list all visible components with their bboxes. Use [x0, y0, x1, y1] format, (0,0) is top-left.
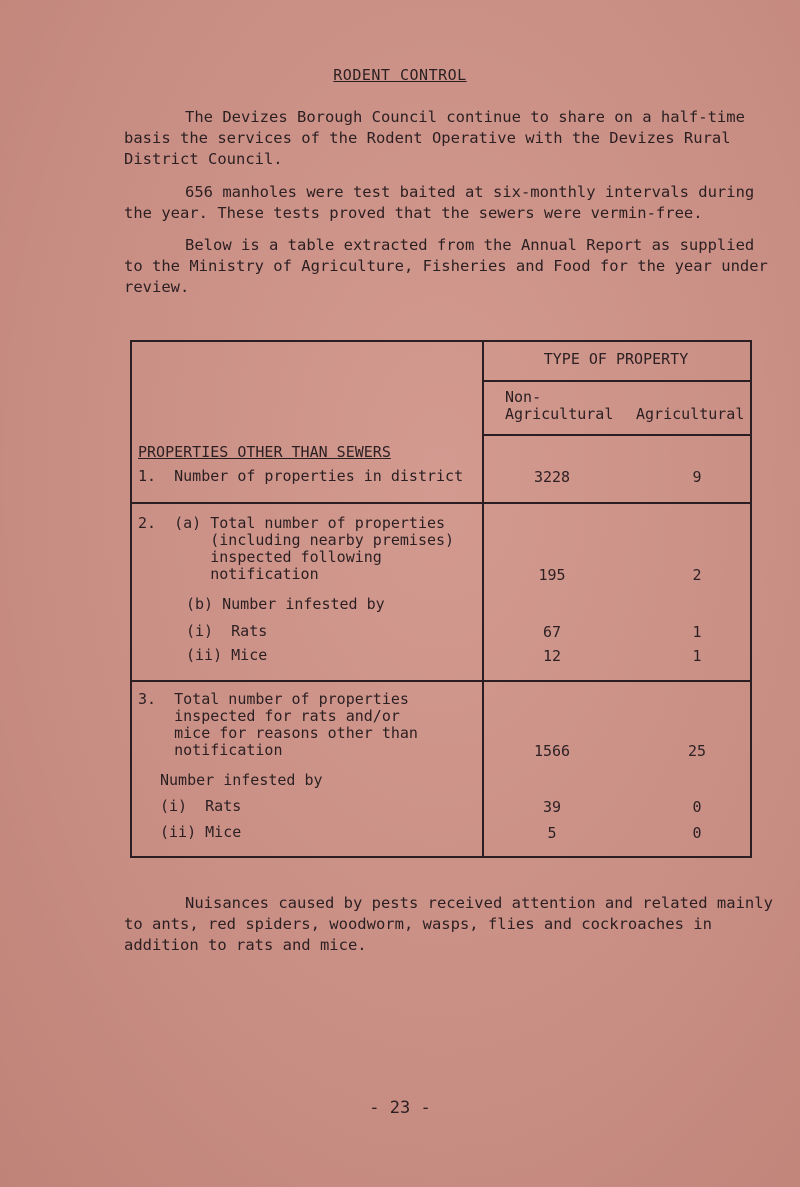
- row3-rats-ag: 0: [692, 798, 702, 816]
- row2-label-mice: (ii) Mice: [186, 646, 268, 664]
- header-type-of-property: TYPE OF PROPERTY: [543, 350, 689, 368]
- row2-label-b: (b) Number infested by: [186, 595, 385, 613]
- row1-non-ag: 3228: [533, 468, 571, 486]
- page-title: RODENT CONTROL: [333, 66, 467, 84]
- row3-rats-non-ag: 39: [542, 798, 562, 816]
- row3-mice-non-ag: 5: [547, 824, 557, 842]
- row2-mice-non-ag: 12: [542, 647, 562, 665]
- table-rule: [132, 502, 750, 504]
- page-number: - 23 -: [369, 1098, 431, 1118]
- row2-rats-non-ag: 67: [542, 623, 562, 641]
- table-rule: [482, 434, 752, 436]
- row2-a-non-ag: 195: [538, 566, 566, 584]
- col-non-agricultural: Non- Agricultural: [505, 388, 614, 423]
- paragraph-rodent-operative: The Devizes Borough Council continue to share on a half-time basis the services of the Rodent Operative with the Devizes Rural District Council.: [124, 108, 745, 168]
- row2-label-rats: (i) Rats: [186, 622, 268, 640]
- section-heading: PROPERTIES OTHER THAN SEWERS: [138, 443, 391, 461]
- paragraph-table-intro: Below is a table extracted from the Annual Report as supplied to the Ministry of Agriculture, Fisheries and Food for the year under review.: [124, 236, 768, 296]
- row2-label-a: 2. (a) Total number of properties (including nearby premises) inspected following notification: [138, 514, 455, 583]
- row3-mice-ag: 0: [692, 824, 702, 842]
- paragraph-nuisances: Nuisances caused by pests received attention and related mainly to ants, red spiders, woodworm, wasps, flies and cockroaches in addition to rats and mice.: [124, 894, 773, 954]
- row3-non-ag: 1566: [533, 742, 571, 760]
- table-rule: [132, 680, 750, 682]
- row3-label-rats: (i) Rats: [160, 797, 242, 815]
- row3-label-mice: (ii) Mice: [160, 823, 242, 841]
- paragraph-manholes: 656 manholes were test baited at six-monthly intervals during the year. These tests proved that the sewers were vermin-free.: [124, 183, 755, 222]
- row1-label: 1. Number of properties in district: [138, 467, 464, 485]
- table-divider: [482, 342, 484, 856]
- row2-a-ag: 2: [692, 566, 702, 584]
- row3-label: 3. Total number of properties inspected for rats and/or mice for reasons other than notification: [138, 690, 418, 759]
- col-agricultural: Agricultural: [636, 405, 745, 423]
- row2-mice-ag: 1: [692, 647, 702, 665]
- row3-label-b: Number infested by: [160, 771, 323, 789]
- rodent-table: [130, 340, 752, 858]
- table-rule: [482, 380, 752, 382]
- row3-ag: 25: [687, 742, 707, 760]
- row1-ag: 9: [692, 468, 702, 486]
- row2-rats-ag: 1: [692, 623, 702, 641]
